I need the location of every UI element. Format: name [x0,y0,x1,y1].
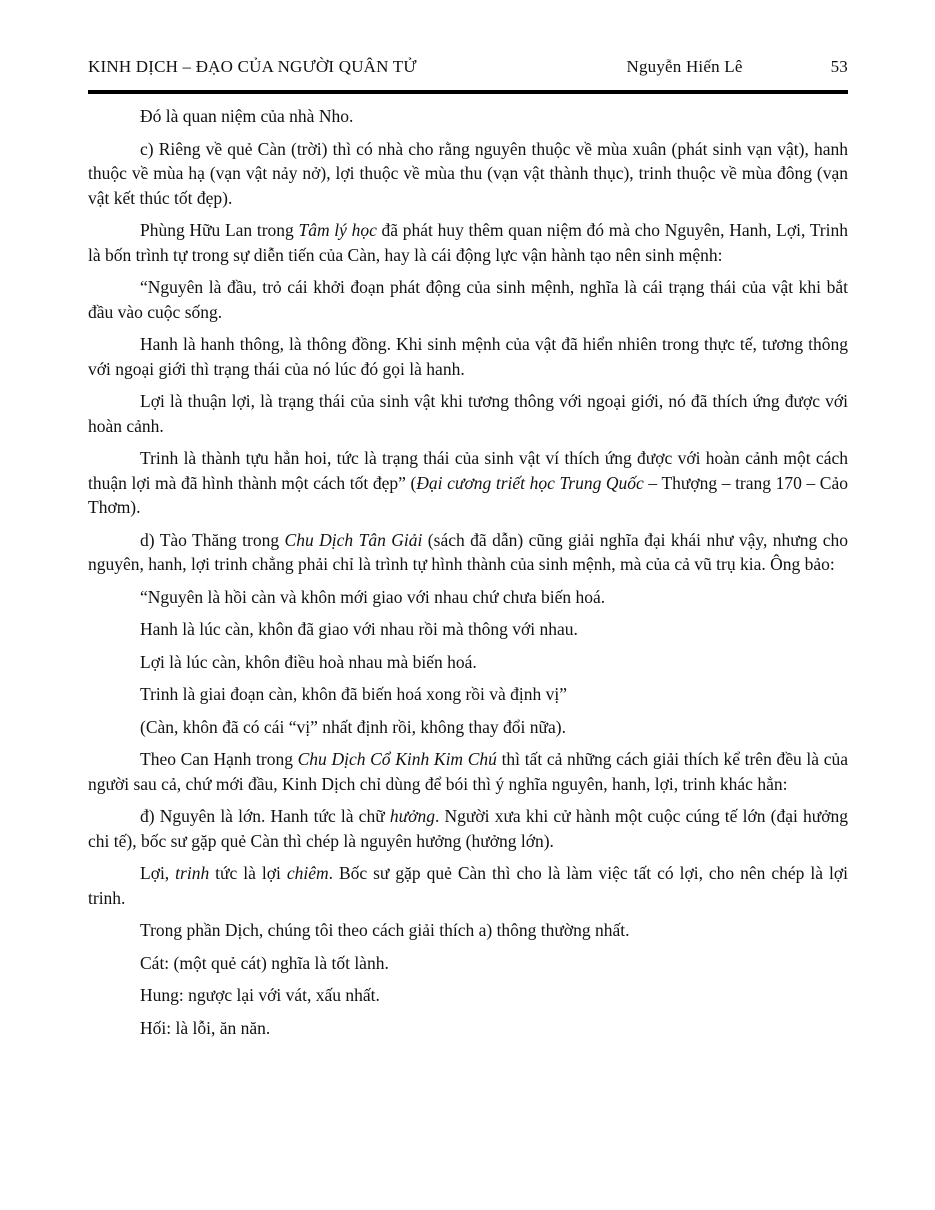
text-run: Hanh là hanh thông, là thông đồng. Khi sinh mệnh của vật đã hiển nhiên trong thực tế, tương thông với ngoại giới thì trạng thái của nó lúc đó gọi là hanh. [88,334,848,379]
paragraph [88,861,848,910]
paragraph [88,332,848,381]
text-run: Lợi là lúc càn, khôn điều hoà nhau mà biến hoá. [140,651,477,672]
text-run: tức là lợi [209,863,287,883]
author-name: Nguyễn Hiến Lê [626,57,743,76]
paragraph [88,617,848,642]
text-run: Hối: là lỗi, ăn năn. [140,1017,271,1038]
paragraph [88,585,848,610]
text-run: c) Riêng về quẻ Càn (trời) thì có nhà cho rằng nguyên thuộc về mùa xuân (phát sinh vạn vật), hanh thuộc về mùa hạ (vạn vật nảy nở), lợi thuộc về mùa thu (vạn vật thành thục), trinh thuộc về mùa đông (vạn vật kết thúc tốt đẹp). [88,138,848,208]
paragraph [88,104,848,129]
paragraph [88,650,848,675]
page-number: 53 [830,57,848,76]
paragraph [88,682,848,707]
text-run: Trinh là giai đoạn càn, khôn đã biến hoá xong rồi và định vị” [140,684,568,704]
paragraph [88,446,848,520]
paragraph [88,951,848,976]
paragraph [88,983,848,1008]
paragraph [88,804,848,853]
text-run: . Người xưa khi cử hành một cuộc cúng tế lớn (đại hưởng chi tế), bốc sư gặp quẻ Càn thì chép là nguyên hưởng (hưởng lớn). [88,806,848,851]
text-run-italic: Tâm lý học [298,220,377,240]
paragraph [88,1016,848,1041]
text-run: đã phát huy thêm quan niệm đó mà cho Nguyên, Hanh, Lợi, Trinh là bốn trình tự trong sự diễn tiến của Càn, hay là cái động lực vận hành tạo nên sinh mệnh: [88,220,848,265]
text-run: Lợi, [140,863,176,883]
text-run: Trinh là thành tựu hẳn hoi, tức là trạng thái của sinh vật ví thích ứng được với hoàn cảnh một cách thuận lợi mà đã hình thành một cách tốt đẹp” ( [88,448,848,493]
page-body [88,104,848,1040]
header-rule [88,90,848,94]
text-run: Hanh là lúc càn, khôn đã giao với nhau rồi mà thông với nhau. [140,619,578,639]
text-run: d) Tào Thăng trong [140,529,285,550]
text-run-italic: chiêm [286,863,329,883]
text-run: Trong phần Dịch, chúng tôi theo cách giải thích a) thông thường nhất. [140,920,630,940]
text-run: (sách đã dẫn) cũng giải nghĩa đại khái như vậy, nhưng cho nguyên, hanh, lợi trinh chẳng phải chỉ là trình tự hình thành của sinh mệnh, mà của cả vũ trụ kia. Ông bảo: [88,529,848,574]
text-run: “Nguyên là hồi càn và khôn mới giao với nhau chứ chưa biến hoá. [140,586,606,607]
text-run: (Càn, khôn đã có cái “vị” nhất định rồi, không thay đổi nữa). [140,716,566,737]
paragraph [88,715,848,740]
page-header [88,56,848,78]
paragraph [88,137,848,211]
text-run-italic: trinh [175,863,210,883]
book-title: KINH DỊCH – ĐẠO CỦA NGƯỜI QUÂN TỬ [88,57,417,76]
text-run: Hung: ngược lại với vát, xấu nhất. [140,985,380,1005]
text-run: Đó là quan niệm của nhà Nho. [140,106,354,126]
text-run: Lợi là thuận lợi, là trạng thái của sinh vật khi tương thông với ngoại giới, nó đã thích ứng được với hoàn cảnh. [88,391,848,436]
paragraph [88,389,848,438]
paragraph [88,528,848,577]
paragraph [88,218,848,267]
text-run: đ) Nguyên là lớn. Hanh tức là chữ [140,806,390,826]
text-run: . Bốc sư gặp quẻ Càn thì cho là làm việc tất có lợi, cho nên chép là lợi trinh. [88,863,848,908]
text-run: “Nguyên là đầu, trỏ cái khởi đoạn phát động của sinh mệnh, nghĩa là cái trạng thái của vật khi bắt đầu vào cuộc sống. [88,277,848,322]
text-run: Phùng Hữu Lan trong [140,220,299,240]
text-run: thì tất cả những cách giải thích kể trên đều là của người sau cả, chứ mới đầu, Kinh Dịch chỉ dùng để bói thì ý nghĩa nguyên, hanh, lợi, trinh khác hẳn: [88,749,848,794]
text-run-italic: hưởng [389,806,435,826]
text-run: Cát: (một quẻ cát) nghĩa là tốt lành. [140,952,389,973]
paragraph [88,918,848,943]
paragraph [88,275,848,324]
text-run-italic: Chu Dịch Cổ Kinh Kim Chú [297,749,497,769]
text-run: – Thượng – trang 170 – Cảo Thơm). [88,472,848,517]
text-run-italic: Đại cương triết học Trung Quốc [416,472,644,493]
paragraph [88,747,848,796]
text-run-italic: Chu Dịch Tân Giải [284,529,423,550]
text-run: Theo Can Hạnh trong [140,749,298,769]
